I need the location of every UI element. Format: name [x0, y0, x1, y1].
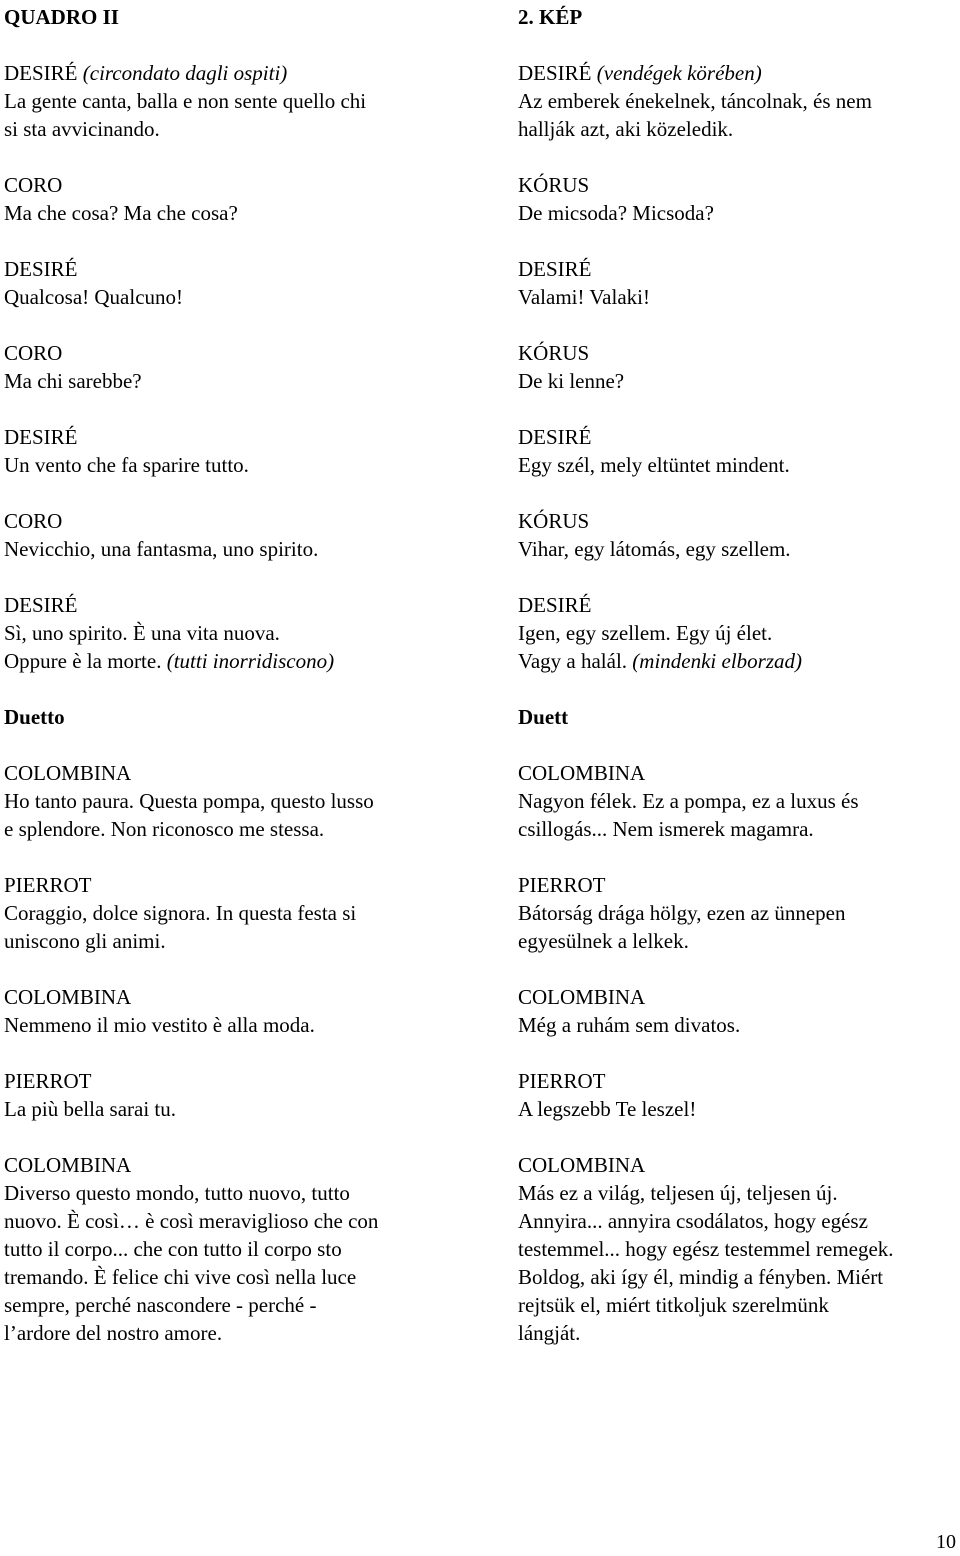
dialogue-line: Qualcosa! Qualcuno!: [4, 285, 184, 309]
speaker-name: DESIRÉ: [518, 593, 592, 617]
speaker-name: COLOMBINA: [518, 985, 646, 1009]
dialogue-block: [518, 423, 958, 479]
dialogue-text: Vagy a halál.: [518, 649, 633, 673]
dialogue-line: testemmel... hogy egész testemmel remegek.: [518, 1237, 894, 1261]
dialogue-line: Ma chi sarebbe?: [4, 369, 142, 393]
stage-direction: (tutti inorridiscono): [166, 649, 335, 673]
dialogue-line: Valami! Valaki!: [518, 285, 650, 309]
dialogue-line: Sì, uno spirito. È una vita nuova.: [4, 621, 280, 645]
speaker-name: PIERROT: [518, 873, 606, 897]
section-title: Duetto: [4, 705, 65, 729]
hungarian-column: [518, 3, 958, 1375]
dialogue-line: Boldog, aki így él, mindig a fényben. Miért: [518, 1265, 884, 1289]
dialogue-block: [4, 339, 484, 395]
dialogue-line: Nagyon félek. Ez a pompa, ez a luxus és: [518, 789, 859, 813]
dialogue-line: l’ardore del nostro amore.: [4, 1321, 223, 1345]
dialogue-block: [518, 1151, 958, 1347]
speaker-name: DESIRÉ: [4, 425, 78, 449]
dialogue-line: Bátorság drága hölgy, ezen az ünnepen: [518, 901, 846, 925]
page-heading: 2. KÉP: [518, 5, 583, 29]
dialogue-line: Coraggio, dolce signora. In questa festa si: [4, 901, 357, 925]
speaker-name: KÓRUS: [518, 509, 590, 533]
dialogue-line: si sta avvicinando.: [4, 117, 160, 141]
dialogue-line: tremando. È felice chi vive così nella luce: [4, 1265, 357, 1289]
dialogue-line: [518, 647, 958, 675]
dialogue-line: Még a ruhám sem divatos.: [518, 1013, 741, 1037]
page-heading: QUADRO II: [4, 5, 119, 29]
dialogue-block: [4, 591, 484, 675]
speaker-name: DESIRÉ: [4, 61, 78, 85]
dialogue-block: [4, 1151, 484, 1347]
speaker-line: [518, 59, 958, 87]
speaker-name: DESIRÉ: [518, 425, 592, 449]
dialogue-block: [4, 59, 484, 143]
speaker-name: DESIRÉ: [518, 257, 592, 281]
speaker-line: [4, 59, 484, 87]
dialogue-line: uniscono gli animi.: [4, 929, 166, 953]
speaker-name: COLOMBINA: [4, 1153, 132, 1177]
speaker-name: DESIRÉ: [4, 257, 78, 281]
dialogue-block: [518, 871, 958, 955]
dialogue-block: [4, 759, 484, 843]
dialogue-line: A legszebb Te leszel!: [518, 1097, 697, 1121]
dialogue-block: [4, 1067, 484, 1123]
dialogue-line: Egy szél, mely eltüntet mindent.: [518, 453, 790, 477]
dialogue-line: Ma che cosa? Ma che cosa?: [4, 201, 238, 225]
dialogue-block: [4, 871, 484, 955]
dialogue-line: lángját.: [518, 1321, 581, 1345]
dialogue-text: Oppure è la morte.: [4, 649, 167, 673]
dialogue-block: [518, 591, 958, 675]
dialogue-line: Más ez a világ, teljesen új, teljesen új.: [518, 1181, 838, 1205]
dialogue-line: rejtsük el, miért titkoljuk szerelmünk: [518, 1293, 829, 1317]
dialogue-block: [518, 1067, 958, 1123]
speaker-name: COLOMBINA: [518, 1153, 646, 1177]
speaker-name: CORO: [4, 341, 63, 365]
dialogue-line: Igen, egy szellem. Egy új élet.: [518, 621, 773, 645]
dialogue-block: [518, 759, 958, 843]
dialogue-line: [4, 647, 484, 675]
stage-direction: (mindenki elborzad): [632, 649, 803, 673]
italian-column: [4, 3, 484, 1375]
dialogue-line: La gente canta, balla e non sente quello chi: [4, 89, 367, 113]
dialogue-line: sempre, perché nascondere - perché -: [4, 1293, 317, 1317]
dialogue-block: [518, 339, 958, 395]
dialogue-block: [518, 983, 958, 1039]
dialogue-line: e splendore. Non riconosco me stessa.: [4, 817, 325, 841]
stage-direction: (vendégek körében): [596, 61, 762, 85]
dialogue-block: [4, 507, 484, 563]
speaker-name: KÓRUS: [518, 173, 590, 197]
dialogue-line: De micsoda? Micsoda?: [518, 201, 714, 225]
dialogue-block: [4, 983, 484, 1039]
speaker-name: KÓRUS: [518, 341, 590, 365]
dialogue-block: [4, 171, 484, 227]
dialogue-line: Nemmeno il mio vestito è alla moda.: [4, 1013, 315, 1037]
dialogue-line: De ki lenne?: [518, 369, 625, 393]
speaker-name: CORO: [4, 173, 63, 197]
speaker-name: PIERROT: [4, 1069, 92, 1093]
dialogue-line: Az emberek énekelnek, táncolnak, és nem: [518, 89, 872, 113]
dialogue-line: Annyira... annyira csodálatos, hogy egész: [518, 1209, 868, 1233]
dialogue-line: tutto il corpo... che con tutto il corpo sto: [4, 1237, 342, 1261]
dialogue-line: nuovo. È così… è così meraviglioso che con: [4, 1209, 379, 1233]
dialogue-line: Vihar, egy látomás, egy szellem.: [518, 537, 791, 561]
dialogue-line: Diverso questo mondo, tutto nuovo, tutto: [4, 1181, 350, 1205]
dialogue-line: La più bella sarai tu.: [4, 1097, 177, 1121]
dialogue-line: Ho tanto paura. Questa pompa, questo lusso: [4, 789, 374, 813]
speaker-name: DESIRÉ: [4, 593, 78, 617]
speaker-name: PIERROT: [518, 1069, 606, 1093]
dialogue-block: [518, 255, 958, 311]
dialogue-block: [518, 59, 958, 143]
speaker-name: COLOMBINA: [4, 985, 132, 1009]
speaker-name: COLOMBINA: [4, 761, 132, 785]
speaker-name: COLOMBINA: [518, 761, 646, 785]
speaker-name: CORO: [4, 509, 63, 533]
dialogue-block: [4, 423, 484, 479]
dialogue-line: Nevicchio, una fantasma, uno spirito.: [4, 537, 319, 561]
speaker-name: PIERROT: [4, 873, 92, 897]
dialogue-line: egyesülnek a lelkek.: [518, 929, 689, 953]
stage-direction: (circondato dagli ospiti): [82, 61, 288, 85]
page-number: 10: [936, 1531, 956, 1553]
dialogue-line: Un vento che fa sparire tutto.: [4, 453, 249, 477]
section-title: Duett: [518, 705, 569, 729]
dialogue-line: hallják azt, aki közeledik.: [518, 117, 734, 141]
dialogue-block: [518, 171, 958, 227]
speaker-name: DESIRÉ: [518, 61, 592, 85]
dialogue-line: csillogás... Nem ismerek magamra.: [518, 817, 814, 841]
dialogue-block: [4, 255, 484, 311]
dialogue-block: [518, 507, 958, 563]
